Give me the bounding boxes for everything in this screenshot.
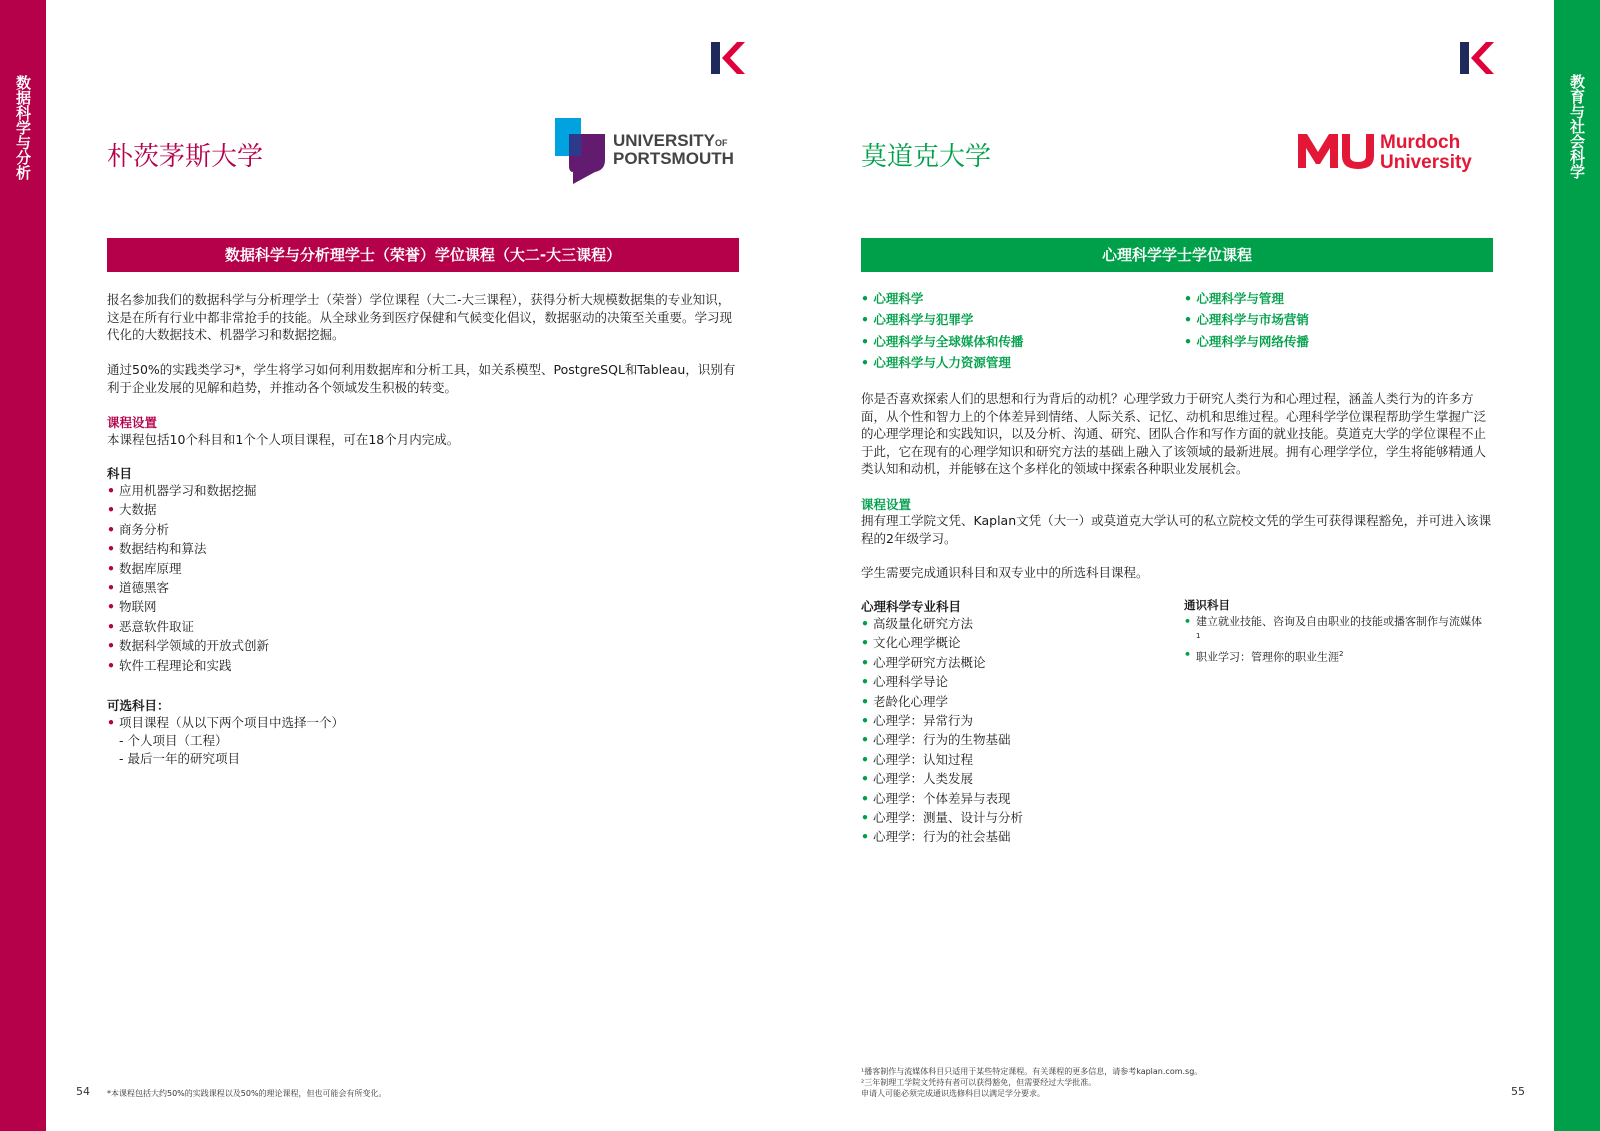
list-item: • 文化心理学概论 — [861, 635, 961, 651]
list-item: • 心理科学与网络传播 — [1184, 333, 1309, 349]
university-title: 莫道克大学 — [861, 142, 992, 172]
course-setup-heading: 课程设置 — [107, 415, 158, 430]
footnote-left: *本课程包括大约50%的实践课程以及50%的理论课程，但也可能会有所变化。 — [107, 1089, 387, 1098]
intro-paragraph: 你是否喜欢探索人们的思想和行为背后的动机？心理学致力于研究人类行为和心理过程，涵盖人类行为的许多方面，从个性和智力上的个体差异到情绪、人际关系、记忆、动机和思维过程。心理科学学位课程帮助学生掌握广泛的心理学理论和实践知识，以及分析、沟通、研究、团队合作和写作方面的就业技能。莫道克大学的学位课程不止于此，它在现有的心理学知识和研究方法的基础上融入了该领域的最新进展。拥有心理学学位，学生将能够精通人类认知和动机，并能够在这个多样化的领域中探索各种职业发展机会。 — [861, 391, 1487, 476]
elective-option-2: - 最后一年的研究项目 — [119, 751, 240, 766]
logo-text-of: OF — [715, 138, 728, 148]
logo-text-murdoch: Murdoch — [1380, 132, 1461, 153]
list-item: • 数据科学领域的开放式创新 — [107, 638, 270, 654]
left-page — [107, 0, 739, 1131]
list-item: • 建立就业技能、咨询及自由职业的技能或播客制作与流媒体$^1$ — [1184, 615, 1482, 640]
major-subjects-heading: 心理科学专业科目 — [861, 599, 962, 614]
footnote-2: ²三年制理工学院文凭持有者可以获得豁免，但需要经过大学批准。 — [861, 1078, 1097, 1087]
list-item: • 心理学：行为的生物基础 — [861, 732, 1011, 748]
majors-list-col1 — [861, 288, 1023, 373]
list-item: • 软件工程理论和实践 — [107, 657, 232, 673]
list-item: • 心理科学与管理 — [1184, 291, 1284, 306]
list-item: • 心理科学导论 — [861, 674, 949, 690]
list-item: • 大数据 — [107, 502, 157, 518]
portsmouth-logo — [555, 118, 745, 184]
list-item: • 物联网 — [107, 599, 157, 615]
list-item: • 心理科学 — [861, 291, 924, 306]
list-item: • 道德黑客 — [107, 579, 170, 595]
subjects-heading: 科目 — [107, 466, 133, 481]
subjects-list — [107, 481, 269, 675]
university-title: 朴茨茅斯大学 — [107, 142, 264, 172]
course-setup-text: 本课程包括10个科目和1个个人项目课程，可在18个月内完成。 — [107, 432, 460, 447]
list-item: • 数据库原理 — [107, 560, 182, 576]
list-item: • 应用机器学习和数据挖掘 — [107, 483, 257, 498]
general-subjects-list — [1184, 614, 1484, 664]
general-subjects-heading: 通识科目 — [1184, 598, 1230, 612]
list-item: • 心理学：人类发展 — [861, 771, 974, 787]
list-item: • 职业学习：管理你的职业生涯$^2$ — [1184, 647, 1344, 664]
elective-option-1: - 个人项目（工程） — [119, 733, 228, 748]
electives-heading: 可选科目： — [107, 698, 170, 713]
program-banner: 心理科学学士学位课程 — [861, 238, 1493, 272]
list-item: • 数据结构和算法 — [107, 541, 207, 557]
practice-paragraph: 通过50%的实践类学习*，学生将学习如何利用数据库和分析工具，如关系模型、PostgreSQL和Tableau，识别有利于企业发展的见解和趋势，并推动各个领域发生积极的转变。 — [107, 362, 736, 395]
list-item: • 项目课程（从以下两个项目中选择一个） — [107, 715, 345, 730]
left-side-tab-label: 数据科学与分析 — [14, 75, 32, 180]
list-item: • 恶意软件取证 — [107, 618, 195, 634]
list-item: • 老龄化心理学 — [861, 693, 949, 709]
major-subjects-list — [861, 614, 1023, 847]
list-item: • 心理科学与人力资源管理 — [861, 354, 1011, 370]
course-setup-text-2: 学生需要完成通识科目和双专业中的所选科目课程。 — [861, 565, 1149, 580]
list-item: • 商务分析 — [107, 521, 170, 537]
kaplan-logo-icon — [1458, 40, 1494, 76]
list-item: • 心理学研究方法概论 — [861, 654, 986, 670]
list-item: • 心理学：个体差异与表现 — [861, 790, 1011, 806]
right-side-tab-label: 教育与社会科学 — [1568, 74, 1586, 179]
list-item: • 心理学：异常行为 — [861, 712, 974, 728]
list-item: • 心理学：认知过程 — [861, 751, 974, 767]
right-side-tab — [1554, 0, 1600, 1131]
kaplan-logo-icon — [709, 40, 745, 76]
logo-text-university: University — [1380, 152, 1472, 173]
list-item: • 心理学：行为的社会基础 — [861, 829, 1011, 845]
list-item: • 心理学：测量、设计与分析 — [861, 809, 1024, 825]
list-item: • 心理科学与市场营销 — [1184, 312, 1309, 328]
course-setup-heading: 课程设置 — [861, 497, 912, 512]
footnote-1: ¹播客制作与流媒体科目只适用于某些特定课程。有关课程的更多信息，请参考kaplan.com.sg。 — [861, 1067, 1203, 1076]
right-page — [861, 0, 1493, 1131]
murdoch-logo — [1298, 128, 1498, 174]
list-item: • 高级量化研究方法 — [861, 616, 974, 631]
majors-list-col2 — [1184, 288, 1309, 352]
program-banner: 数据科学与分析理学士（荣誉）学位课程（大二-大三课程） — [107, 238, 739, 272]
footnote-3: 申请人可能必须完成通识选修科目以满足学分要求。 — [861, 1089, 1045, 1098]
list-item: • 心理科学与犯罪学 — [861, 312, 974, 328]
page-number-right: 55 — [1511, 1085, 1525, 1098]
course-setup-text: 拥有理工学院文凭、Kaplan文凭（大一）或莫道克大学认可的私立院校文凭的学生可获得课程豁免，并可进入该课程的2年级学习。 — [861, 513, 1492, 546]
list-item: • 心理科学与全球媒体和传播 — [861, 333, 1024, 349]
left-side-tab — [0, 0, 46, 1131]
logo-text-university: UNIVERSITY — [613, 131, 716, 150]
logo-text-portsmouth: PORTSMOUTH — [613, 149, 734, 168]
electives-list — [107, 713, 344, 732]
intro-paragraph: 报名参加我们的数据科学与分析理学士（荣誉）学位课程（大二-大三课程），获得分析大规模数据集的专业知识，这是在所有行业中都非常抢手的技能。从全球业务到医疗保健和气候变化倡议，数据驱动的决策至关重要。学习现代化的大数据技术、机器学习和数据挖掘。 — [107, 292, 733, 342]
page-number-left: 54 — [76, 1085, 90, 1098]
